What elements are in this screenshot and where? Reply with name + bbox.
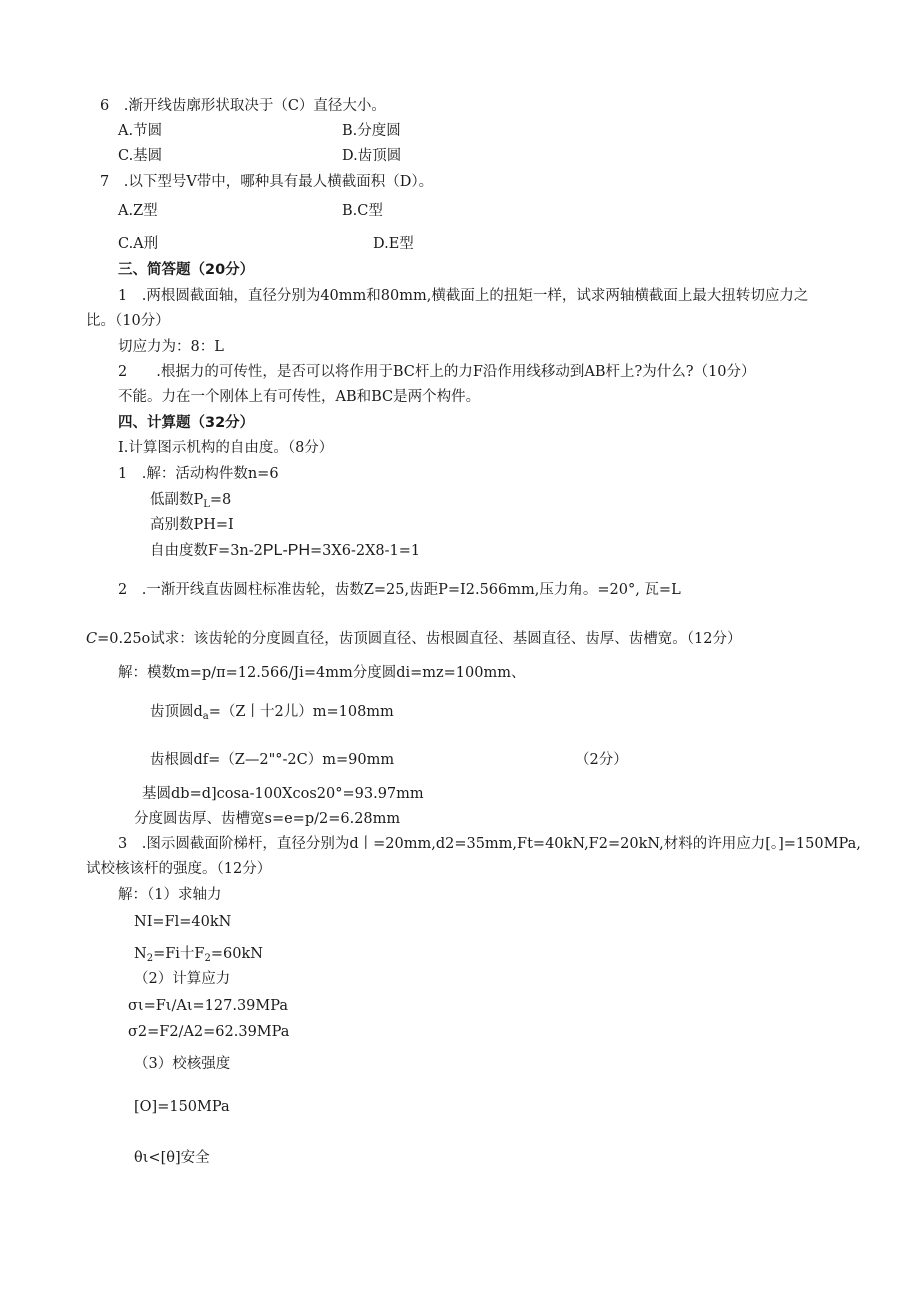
- q7-option-c: C.A刑: [118, 236, 159, 252]
- c1-line4-b: PL-PH: [262, 542, 311, 559]
- s3-q2-line: 2 .根据力的可传性，是否可以将作用于BC杆上的力F沿作用线移动到AB杆上?为什么?（10分）: [118, 364, 756, 380]
- q7-stem: 7 .以下型号V带中，哪种具有最人横截面积（D）。: [100, 174, 434, 190]
- q7-option-b: B.C型: [342, 203, 383, 219]
- c2-line2-a: C: [86, 631, 98, 647]
- s3-q1-line1: 1 .两根圆截面轴，直径分别为40mm和80mm,横截面上的扭矩一样，试求两轴横截面上最大扭转切应力之: [118, 288, 809, 304]
- c1-line4-a: 自由度数F=3n-2: [150, 543, 263, 559]
- c3-line3: 解：（1）求轴力: [118, 887, 222, 903]
- c1-line1: 1 .解：活动构件数n=6: [118, 466, 279, 482]
- c2-line5: 齿根圆df=（Z—2"°-2C）m=90mm: [150, 752, 395, 768]
- c3-line6: （2）计算应力: [134, 971, 231, 987]
- c3-line2: 试校核该杆的强度。（12分）: [86, 861, 272, 877]
- c2-line7: 分度圆齿厚、齿槽宽s=e=p∕2=6.28mm: [134, 811, 401, 827]
- q6-stem: 6 .渐开线齿廓形状取决于（C）直径大小。: [100, 98, 386, 114]
- section3-heading: 三、简答题（20分）: [118, 262, 255, 278]
- c3-line5-c: =60kN: [210, 946, 263, 962]
- c1-line2-a: 低副数P: [150, 492, 204, 508]
- c2-line1: 2 .一渐开线直齿圆柱标准齿轮，齿数Z=25,齿距P=I2.566mm,压力角。=20°, 瓦=L: [118, 582, 681, 598]
- c3-line5-sub: 2: [146, 953, 154, 964]
- c2-line6: 基圆db=d]cosa-100Xcos20°=93.97mm: [142, 786, 424, 802]
- c1-line2: [150, 490, 231, 515]
- q6-option-d: D.齿顶圆: [342, 148, 402, 164]
- c3-line11: θι<[θ]安全: [134, 1150, 210, 1166]
- s3-q1-answer: 切应力为：8：L: [118, 339, 224, 355]
- s3-q2-answer: 不能。力在一个刚体上有可传性，AB和BC是两个构件。: [118, 389, 481, 405]
- c3-line9: （3）校核强度: [134, 1056, 231, 1072]
- c3-line10: [O]=150MPa: [134, 1099, 230, 1115]
- section4-heading: 四、计算题（32分）: [118, 415, 255, 431]
- c2-line2-b: =0.25o试求：该齿轮的分度圆直径，齿顶圆直径、齿根圆直径、基圆直径、齿厚、齿槽宽。（12分）: [97, 631, 742, 647]
- c2-line5-score: （2分）: [575, 752, 628, 768]
- c3-line4: NI=Fl=40kN: [134, 914, 232, 930]
- c2-line4: [150, 702, 394, 727]
- c2-line4-sub: a: [202, 711, 209, 722]
- c1-line4: [150, 541, 420, 561]
- q6-option-b: B.分度圆: [342, 123, 401, 139]
- c2-line4-b: =（Z丨十2儿）m=108mm: [208, 704, 394, 720]
- c2-line3: 解：模数m=p∕π=12.566/Ji=4mm分度圆di=mz=100mm、: [118, 665, 526, 681]
- q7-option-d: D.E型: [373, 236, 414, 252]
- c1-line4-c: =3X6-2X8-1=1: [310, 543, 421, 559]
- s3-q1-line2: 比。（10分）: [86, 313, 170, 329]
- c3-line8: σ2=F2∕A2=62.39MPa: [128, 1024, 290, 1040]
- c3-line7: σι=Fι∕Aι=127.39MPa: [128, 998, 289, 1014]
- c2-line4-a: 齿顶圆d: [150, 704, 203, 720]
- q6-option-c: C.基圆: [118, 148, 163, 164]
- c3-line5: [134, 944, 263, 969]
- q7-option-a: A.Z型: [118, 203, 158, 219]
- s4-intro: I.计算图示机构的自由度。（8分）: [118, 440, 334, 456]
- c3-line5-a: N: [134, 946, 147, 962]
- c1-line2-b: =8: [209, 492, 232, 508]
- c3-line5-sub2: 2: [204, 953, 211, 964]
- c3-line5-b: =Fi十F: [153, 946, 205, 962]
- c1-line2-sub: L: [203, 499, 210, 510]
- c2-line2: [86, 629, 741, 649]
- c3-line1: 3 .图示圆截面阶梯杆，直径分别为d丨=20mm,d2=35mm,Ft=40kN,F2=20kN,材料的许用应力[。]=150MPa,: [118, 836, 861, 852]
- c1-line3: 高别数PH=I: [150, 517, 234, 533]
- q6-option-a: A.节圆: [118, 123, 163, 139]
